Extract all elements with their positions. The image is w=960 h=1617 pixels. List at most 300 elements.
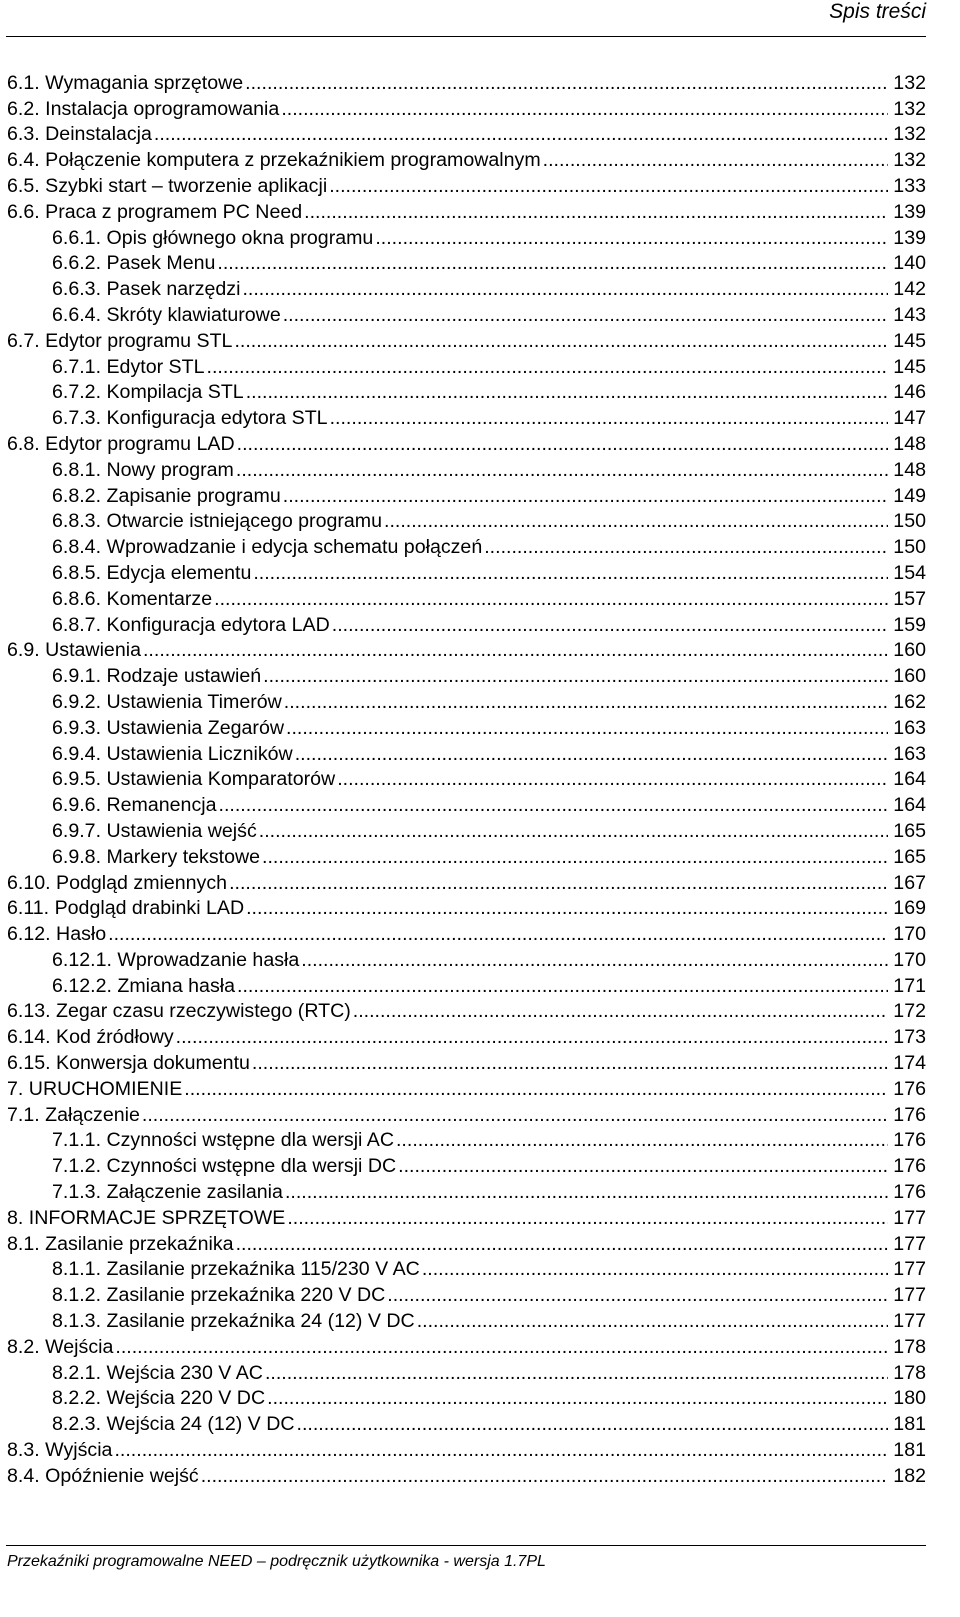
toc-entry-title [7, 1154, 398, 1178]
toc-entry-label: Wejścia [45, 1335, 114, 1358]
toc-entry-number: 6.12.1. [52, 948, 112, 971]
toc-entry-number: 6.8.6. [52, 587, 102, 610]
toc-entry-number: 6.14. [7, 1026, 51, 1049]
toc-entry-title [7, 922, 108, 946]
toc-entry-number: 6.13. [7, 1000, 51, 1023]
toc-entry[interactable] [7, 1152, 926, 1178]
toc-entry-number: 6.7. [7, 329, 40, 352]
toc-dot-leader [229, 871, 888, 895]
toc-entry-title [7, 1283, 387, 1307]
toc-entry[interactable] [7, 1075, 926, 1101]
toc-entry[interactable] [7, 998, 926, 1024]
toc-dot-leader [332, 613, 889, 637]
toc-entry-title [7, 509, 384, 533]
toc-entry[interactable] [7, 482, 926, 508]
toc-entry-number: 6.8.2. [52, 484, 102, 507]
toc-entry-title [7, 638, 143, 662]
toc-entry-page-number: 177 [888, 1206, 926, 1230]
toc-entry[interactable] [7, 1281, 926, 1307]
toc-entry[interactable] [7, 1178, 926, 1204]
toc-dot-leader [262, 845, 888, 869]
toc-entry-page-number: 163 [888, 742, 926, 766]
toc-entry-title [7, 406, 330, 430]
toc-entry-number: 8.2.3. [52, 1413, 102, 1436]
toc-dot-leader [543, 148, 889, 172]
toc-dot-leader [422, 1257, 888, 1281]
toc-entry-page-number: 148 [888, 432, 926, 456]
toc-entry-number: 8.1. [7, 1232, 40, 1255]
toc-entry-page-number: 145 [888, 355, 926, 379]
toc-entry-number: 6.7.2. [52, 381, 102, 404]
toc-entry[interactable] [7, 1410, 926, 1436]
toc-entry-page-number: 182 [888, 1464, 926, 1488]
toc-dot-leader [253, 561, 888, 585]
toc-entry-label: Konfiguracja edytora LAD [106, 613, 330, 636]
toc-entry-title [7, 871, 229, 895]
toc-entry[interactable] [7, 1230, 926, 1256]
toc-entry-label: Załączenie [45, 1103, 140, 1126]
toc-dot-leader [217, 251, 888, 275]
toc-entry-label: Zasilanie przekaźnika 115/230 V AC [106, 1258, 420, 1281]
toc-entry[interactable] [7, 1023, 926, 1049]
toc-dot-leader [115, 1335, 888, 1359]
toc-entry-number: 8.2.1. [52, 1361, 102, 1384]
toc-entry-title [7, 587, 214, 611]
toc-entry[interactable] [7, 843, 926, 869]
toc-entry-label: Wejścia 220 V DC [106, 1387, 266, 1410]
toc-entry-title [7, 896, 246, 920]
toc-entry-label: Rodzaje ustawień [106, 665, 262, 688]
toc-entry-label: Edytor STL [106, 355, 205, 378]
toc-dot-leader [246, 380, 889, 404]
toc-entry[interactable] [7, 714, 926, 740]
toc-entry[interactable] [7, 404, 926, 430]
toc-entry-title [7, 1077, 184, 1101]
toc-entry-title [7, 819, 259, 843]
toc-entry-number: 6.6. [7, 200, 40, 223]
toc-entry[interactable] [7, 430, 926, 456]
toc-entry-label: Załączenie zasilania [106, 1181, 283, 1204]
toc-entry[interactable] [7, 1307, 926, 1333]
toc-entry[interactable] [7, 146, 926, 172]
toc-entry-number: 6.8.1. [52, 458, 102, 481]
toc-entry-label: Skróty klawiaturowe [106, 303, 281, 326]
toc-entry-title [7, 561, 253, 585]
toc-entry-number: 7. [7, 1077, 24, 1100]
toc-entry-title [7, 716, 286, 740]
toc-entry[interactable] [7, 1333, 926, 1359]
toc-dot-leader [242, 277, 888, 301]
toc-dot-leader [267, 1386, 888, 1410]
toc-entry-page-number: 147 [888, 406, 926, 430]
toc-dot-leader [375, 226, 888, 250]
toc-entry-page-number: 146 [888, 380, 926, 404]
toc-entry-number: 8.2.2. [52, 1387, 102, 1410]
toc-entry-label: Opóźnienie wejść [45, 1464, 199, 1487]
toc-entry-title [7, 303, 283, 327]
toc-entry-page-number: 139 [888, 200, 926, 224]
toc-entry-label: URUCHOMIENIE [28, 1077, 183, 1100]
toc-entry[interactable] [7, 198, 926, 224]
toc-entry-title [7, 251, 217, 275]
table-of-contents [7, 69, 926, 1488]
toc-entry-page-number: 160 [888, 664, 926, 688]
toc-entry-page-number: 164 [888, 767, 926, 791]
toc-entry-page-number: 177 [888, 1283, 926, 1307]
toc-entry-label: Podgląd zmiennych [56, 871, 228, 894]
toc-entry[interactable] [7, 1127, 926, 1153]
toc-entry-label: Ustawienia Timerów [106, 690, 282, 713]
toc-entry[interactable] [7, 1049, 926, 1075]
toc-entry-title [7, 742, 295, 766]
toc-dot-leader [176, 1025, 889, 1049]
toc-dot-leader [143, 638, 888, 662]
toc-entry-title [7, 1180, 285, 1204]
toc-entry-title [7, 71, 245, 95]
toc-entry-label: Podgląd drabinki LAD [54, 897, 245, 920]
toc-entry-number: 8. [7, 1206, 24, 1229]
toc-entry-label: Wprowadzanie i edycja schematu połączeń [106, 536, 483, 559]
toc-dot-leader [201, 1464, 889, 1488]
toc-entry-number: 6.7.3. [52, 407, 102, 430]
toc-entry-label: Szybki start – tworzenie aplikacji [45, 174, 328, 197]
toc-entry-title [7, 97, 281, 121]
toc-dot-leader [417, 1309, 889, 1333]
toc-entry[interactable] [7, 637, 926, 663]
toc-entry-page-number: 170 [888, 922, 926, 946]
toc-entry-page-number: 177 [888, 1309, 926, 1333]
toc-dot-leader [337, 767, 888, 791]
toc-entry[interactable] [7, 740, 926, 766]
toc-entry-page-number: 149 [888, 484, 926, 508]
toc-entry-number: 6.2. [7, 97, 40, 120]
toc-entry-title [7, 1025, 176, 1049]
toc-entry-page-number: 133 [888, 174, 926, 198]
toc-entry-label: Kompilacja STL [106, 381, 244, 404]
toc-entry-number: 8.4. [7, 1464, 40, 1487]
toc-entry[interactable] [7, 766, 926, 792]
toc-entry-number: 6.9.1. [52, 665, 102, 688]
toc-dot-leader [265, 1361, 888, 1385]
toc-entry[interactable] [7, 688, 926, 714]
toc-dot-leader [246, 896, 888, 920]
toc-entry-number: 6.15. [7, 1052, 51, 1075]
toc-entry-title [7, 329, 234, 353]
toc-dot-leader [295, 742, 889, 766]
toc-entry-label: Zegar czasu rzeczywistego (RTC) [56, 1000, 351, 1023]
toc-entry-title [7, 380, 246, 404]
toc-dot-leader [283, 484, 889, 508]
toc-entry-title [7, 974, 237, 998]
toc-entry-page-number: 160 [888, 638, 926, 662]
toc-entry-label: Czynności wstępne dla wersji DC [106, 1155, 397, 1178]
toc-entry-number: 6.11. [7, 897, 50, 920]
toc-entry[interactable] [7, 662, 926, 688]
toc-entry[interactable] [7, 224, 926, 250]
toc-entry-title [7, 226, 375, 250]
toc-entry-label: Praca z programem PC Need [45, 200, 303, 223]
toc-entry-label: Kod źródłowy [56, 1026, 174, 1049]
toc-entry-number: 6.6.2. [52, 252, 102, 275]
toc-entry-label: Zasilanie przekaźnika [45, 1232, 234, 1255]
toc-entry-label: Konfiguracja edytora STL [106, 407, 328, 430]
toc-entry-label: Wejścia 230 V AC [106, 1361, 263, 1384]
toc-entry[interactable] [7, 791, 926, 817]
toc-entry-number: 6.9.6. [52, 794, 102, 817]
toc-entry-page-number: 176 [888, 1103, 926, 1127]
toc-entry-number: 7.1. [7, 1103, 40, 1126]
toc-entry-label: Zmiana hasła [117, 974, 235, 997]
toc-entry-label: Edytor programu LAD [45, 432, 235, 455]
toc-entry-number: 6.8.3. [52, 510, 102, 533]
toc-entry-page-number: 132 [888, 97, 926, 121]
toc-entry-number: 6.8.4. [52, 536, 102, 559]
page-footer-text: Przekaźniki programowalne NEED – podręcznik użytkownika - wersja 1.7PL [7, 1553, 546, 1570]
toc-entry-label: Zasilanie przekaźnika 220 V DC [106, 1284, 386, 1307]
toc-entry[interactable] [7, 301, 926, 327]
toc-entry-page-number: 170 [888, 948, 926, 972]
toc-entry-page-number: 157 [888, 587, 926, 611]
toc-entry-title [7, 458, 236, 482]
toc-dot-leader [387, 1283, 888, 1307]
toc-dot-leader [484, 535, 888, 559]
toc-entry[interactable] [7, 585, 926, 611]
toc-entry-label: Wejścia 24 (12) V DC [106, 1413, 295, 1436]
toc-entry-number: 8.1.2. [52, 1284, 102, 1307]
header-divider [6, 36, 926, 37]
toc-entry-label: Czynności wstępne dla wersji AC [106, 1129, 394, 1152]
toc-entry-page-number: 176 [888, 1154, 926, 1178]
toc-entry-number: 7.1.1. [52, 1129, 102, 1152]
toc-dot-leader [398, 1154, 888, 1178]
toc-entry-title [7, 1103, 142, 1127]
toc-entry-title [7, 664, 263, 688]
toc-entry-page-number: 165 [888, 845, 926, 869]
toc-entry-label: Wyjścia [45, 1439, 113, 1462]
toc-entry-number: 6.1. [7, 71, 40, 94]
toc-entry-page-number: 176 [888, 1180, 926, 1204]
toc-entry-number: 6.5. [7, 174, 40, 197]
toc-entry-label: Konwersja dokumentu [56, 1052, 250, 1075]
toc-entry-label: Wymagania sprzętowe [45, 71, 244, 94]
toc-entry[interactable] [7, 559, 926, 585]
toc-entry[interactable] [7, 275, 926, 301]
toc-entry[interactable] [7, 1436, 926, 1462]
toc-entry-page-number: 140 [888, 251, 926, 275]
toc-dot-leader [329, 174, 888, 198]
toc-dot-leader [237, 432, 889, 456]
toc-entry-label: Zapisanie programu [106, 484, 281, 507]
toc-entry-title [7, 1128, 396, 1152]
toc-entry-page-number: 150 [888, 535, 926, 559]
toc-entry-page-number: 181 [888, 1438, 926, 1462]
toc-entry-title [7, 1438, 114, 1462]
toc-entry-label: INFORMACJE SPRZĘTOWE [28, 1206, 286, 1229]
toc-entry-number: 6.6.3. [52, 278, 102, 301]
toc-entry-title [7, 432, 237, 456]
toc-entry-label: Opis głównego okna programu [106, 226, 374, 249]
toc-entry-title [7, 613, 332, 637]
toc-entry-label: Komentarze [106, 587, 213, 610]
toc-dot-leader [283, 303, 889, 327]
toc-entry[interactable] [7, 456, 926, 482]
toc-entry-number: 6.3. [7, 123, 40, 146]
toc-entry-title [7, 1051, 252, 1075]
toc-entry-number: 7.1.3. [52, 1181, 102, 1204]
toc-entry-title [7, 948, 301, 972]
toc-entry-title [7, 1386, 267, 1410]
toc-entry[interactable] [7, 508, 926, 534]
toc-entry[interactable] [7, 327, 926, 353]
toc-entry[interactable] [7, 250, 926, 276]
toc-entry-title [7, 1309, 417, 1333]
toc-entry-number: 6.8. [7, 432, 40, 455]
toc-entry[interactable] [7, 817, 926, 843]
toc-entry-page-number: 169 [888, 896, 926, 920]
toc-entry-number: 8.1.3. [52, 1310, 102, 1333]
toc-entry-title [7, 122, 154, 146]
toc-dot-leader [234, 329, 888, 353]
toc-entry-number: 6.12.2. [52, 974, 112, 997]
toc-entry[interactable] [7, 69, 926, 95]
toc-entry-label: Zasilanie przekaźnika 24 (12) V DC [106, 1310, 415, 1333]
toc-dot-leader [353, 999, 889, 1023]
toc-entry-title [7, 1412, 297, 1436]
toc-entry-label: Edycja elementu [106, 561, 252, 584]
toc-dot-leader [384, 509, 888, 533]
toc-entry-page-number: 142 [888, 277, 926, 301]
toc-entry-page-number: 139 [888, 226, 926, 250]
toc-entry-title [7, 484, 283, 508]
toc-entry-page-number: 150 [888, 509, 926, 533]
toc-entry-title [7, 1232, 236, 1256]
toc-entry[interactable] [7, 1462, 926, 1488]
toc-entry-title [7, 767, 337, 791]
toc-dot-leader [236, 458, 888, 482]
toc-entry-number: 6.8.5. [52, 561, 102, 584]
toc-dot-leader [297, 1412, 889, 1436]
toc-entry-title [7, 999, 353, 1023]
toc-entry-label: Pasek Menu [106, 252, 216, 275]
toc-entry-page-number: 178 [888, 1361, 926, 1385]
toc-entry-title [7, 690, 284, 714]
toc-dot-leader [301, 948, 888, 972]
toc-dot-leader [142, 1103, 888, 1127]
toc-entry-label: Połączenie komputera z przekaźnikiem programowalnym [45, 149, 541, 172]
toc-entry-number: 6.9. [7, 639, 40, 662]
toc-entry-page-number: 171 [888, 974, 926, 998]
toc-entry-number: 6.9.5. [52, 768, 102, 791]
toc-entry-number: 8.3. [7, 1439, 40, 1462]
toc-entry-page-number: 145 [888, 329, 926, 353]
toc-entry-page-number: 173 [888, 1025, 926, 1049]
toc-entry-page-number: 180 [888, 1386, 926, 1410]
toc-entry-title [7, 174, 329, 198]
toc-dot-leader [114, 1438, 888, 1462]
toc-dot-leader [263, 664, 888, 688]
toc-entry-page-number: 163 [888, 716, 926, 740]
toc-entry[interactable] [7, 611, 926, 637]
toc-entry-title [7, 535, 484, 559]
toc-entry[interactable] [7, 1256, 926, 1282]
toc-entry-title [7, 845, 262, 869]
toc-entry-number: 6.6.1. [52, 226, 102, 249]
toc-entry-number: 6.9.4. [52, 742, 102, 765]
toc-entry[interactable] [7, 353, 926, 379]
toc-entry-number: 6.9.2. [52, 690, 102, 713]
toc-entry-number: 6.12. [7, 923, 51, 946]
toc-entry-label: Ustawienia wejść [106, 819, 257, 842]
toc-dot-leader [304, 200, 888, 224]
toc-entry-page-number: 148 [888, 458, 926, 482]
toc-entry[interactable] [7, 1204, 926, 1230]
toc-dot-leader [287, 1206, 888, 1230]
toc-entry-label: Instalacja oprogramowania [45, 97, 280, 120]
toc-entry-number: 6.10. [7, 871, 51, 894]
toc-entry-label: Hasło [56, 923, 107, 946]
toc-entry[interactable] [7, 869, 926, 895]
toc-entry-label: Wprowadzanie hasła [117, 948, 300, 971]
toc-entry-page-number: 162 [888, 690, 926, 714]
toc-dot-leader [284, 690, 889, 714]
toc-entry-page-number: 164 [888, 793, 926, 817]
toc-entry[interactable] [7, 533, 926, 559]
toc-entry[interactable] [7, 1359, 926, 1385]
toc-entry-number: 6.4. [7, 149, 40, 172]
toc-entry-page-number: 165 [888, 819, 926, 843]
toc-entry[interactable] [7, 920, 926, 946]
toc-dot-leader [184, 1077, 888, 1101]
toc-dot-leader [286, 716, 888, 740]
toc-entry[interactable] [7, 895, 926, 921]
toc-entry-label: Pasek narzędzi [106, 278, 241, 301]
toc-entry[interactable] [7, 1385, 926, 1411]
toc-entry[interactable] [7, 946, 926, 972]
toc-entry-title [7, 1361, 265, 1385]
toc-entry[interactable] [7, 95, 926, 121]
toc-entry[interactable] [7, 1101, 926, 1127]
toc-entry-label: Ustawienia Komparatorów [106, 768, 336, 791]
toc-entry-label: Nowy program [106, 458, 234, 481]
toc-entry-page-number: 167 [888, 871, 926, 895]
toc-entry-label: Remanencja [106, 794, 217, 817]
toc-entry[interactable] [7, 972, 926, 998]
toc-entry-title [7, 793, 219, 817]
toc-entry-page-number: 172 [888, 999, 926, 1023]
toc-entry-page-number: 154 [888, 561, 926, 585]
toc-entry-number: 7.1.2. [52, 1155, 102, 1178]
toc-dot-leader [259, 819, 889, 843]
toc-entry-label: Ustawienia Liczników [106, 742, 293, 765]
toc-dot-leader [281, 97, 888, 121]
toc-dot-leader [245, 71, 888, 95]
toc-dot-leader [108, 922, 888, 946]
toc-dot-leader [330, 406, 889, 430]
toc-dot-leader [154, 122, 888, 146]
toc-entry[interactable] [7, 379, 926, 405]
toc-entry-page-number: 132 [888, 71, 926, 95]
footer-divider [6, 1545, 926, 1546]
toc-dot-leader [236, 1232, 889, 1256]
toc-entry-title [7, 1206, 287, 1230]
toc-entry[interactable] [7, 121, 926, 147]
toc-entry[interactable] [7, 172, 926, 198]
toc-entry-number: 6.9.8. [52, 845, 102, 868]
toc-entry-page-number: 176 [888, 1128, 926, 1152]
toc-entry-title [7, 1335, 115, 1359]
toc-entry-title [7, 1257, 422, 1281]
toc-entry-title [7, 200, 304, 224]
